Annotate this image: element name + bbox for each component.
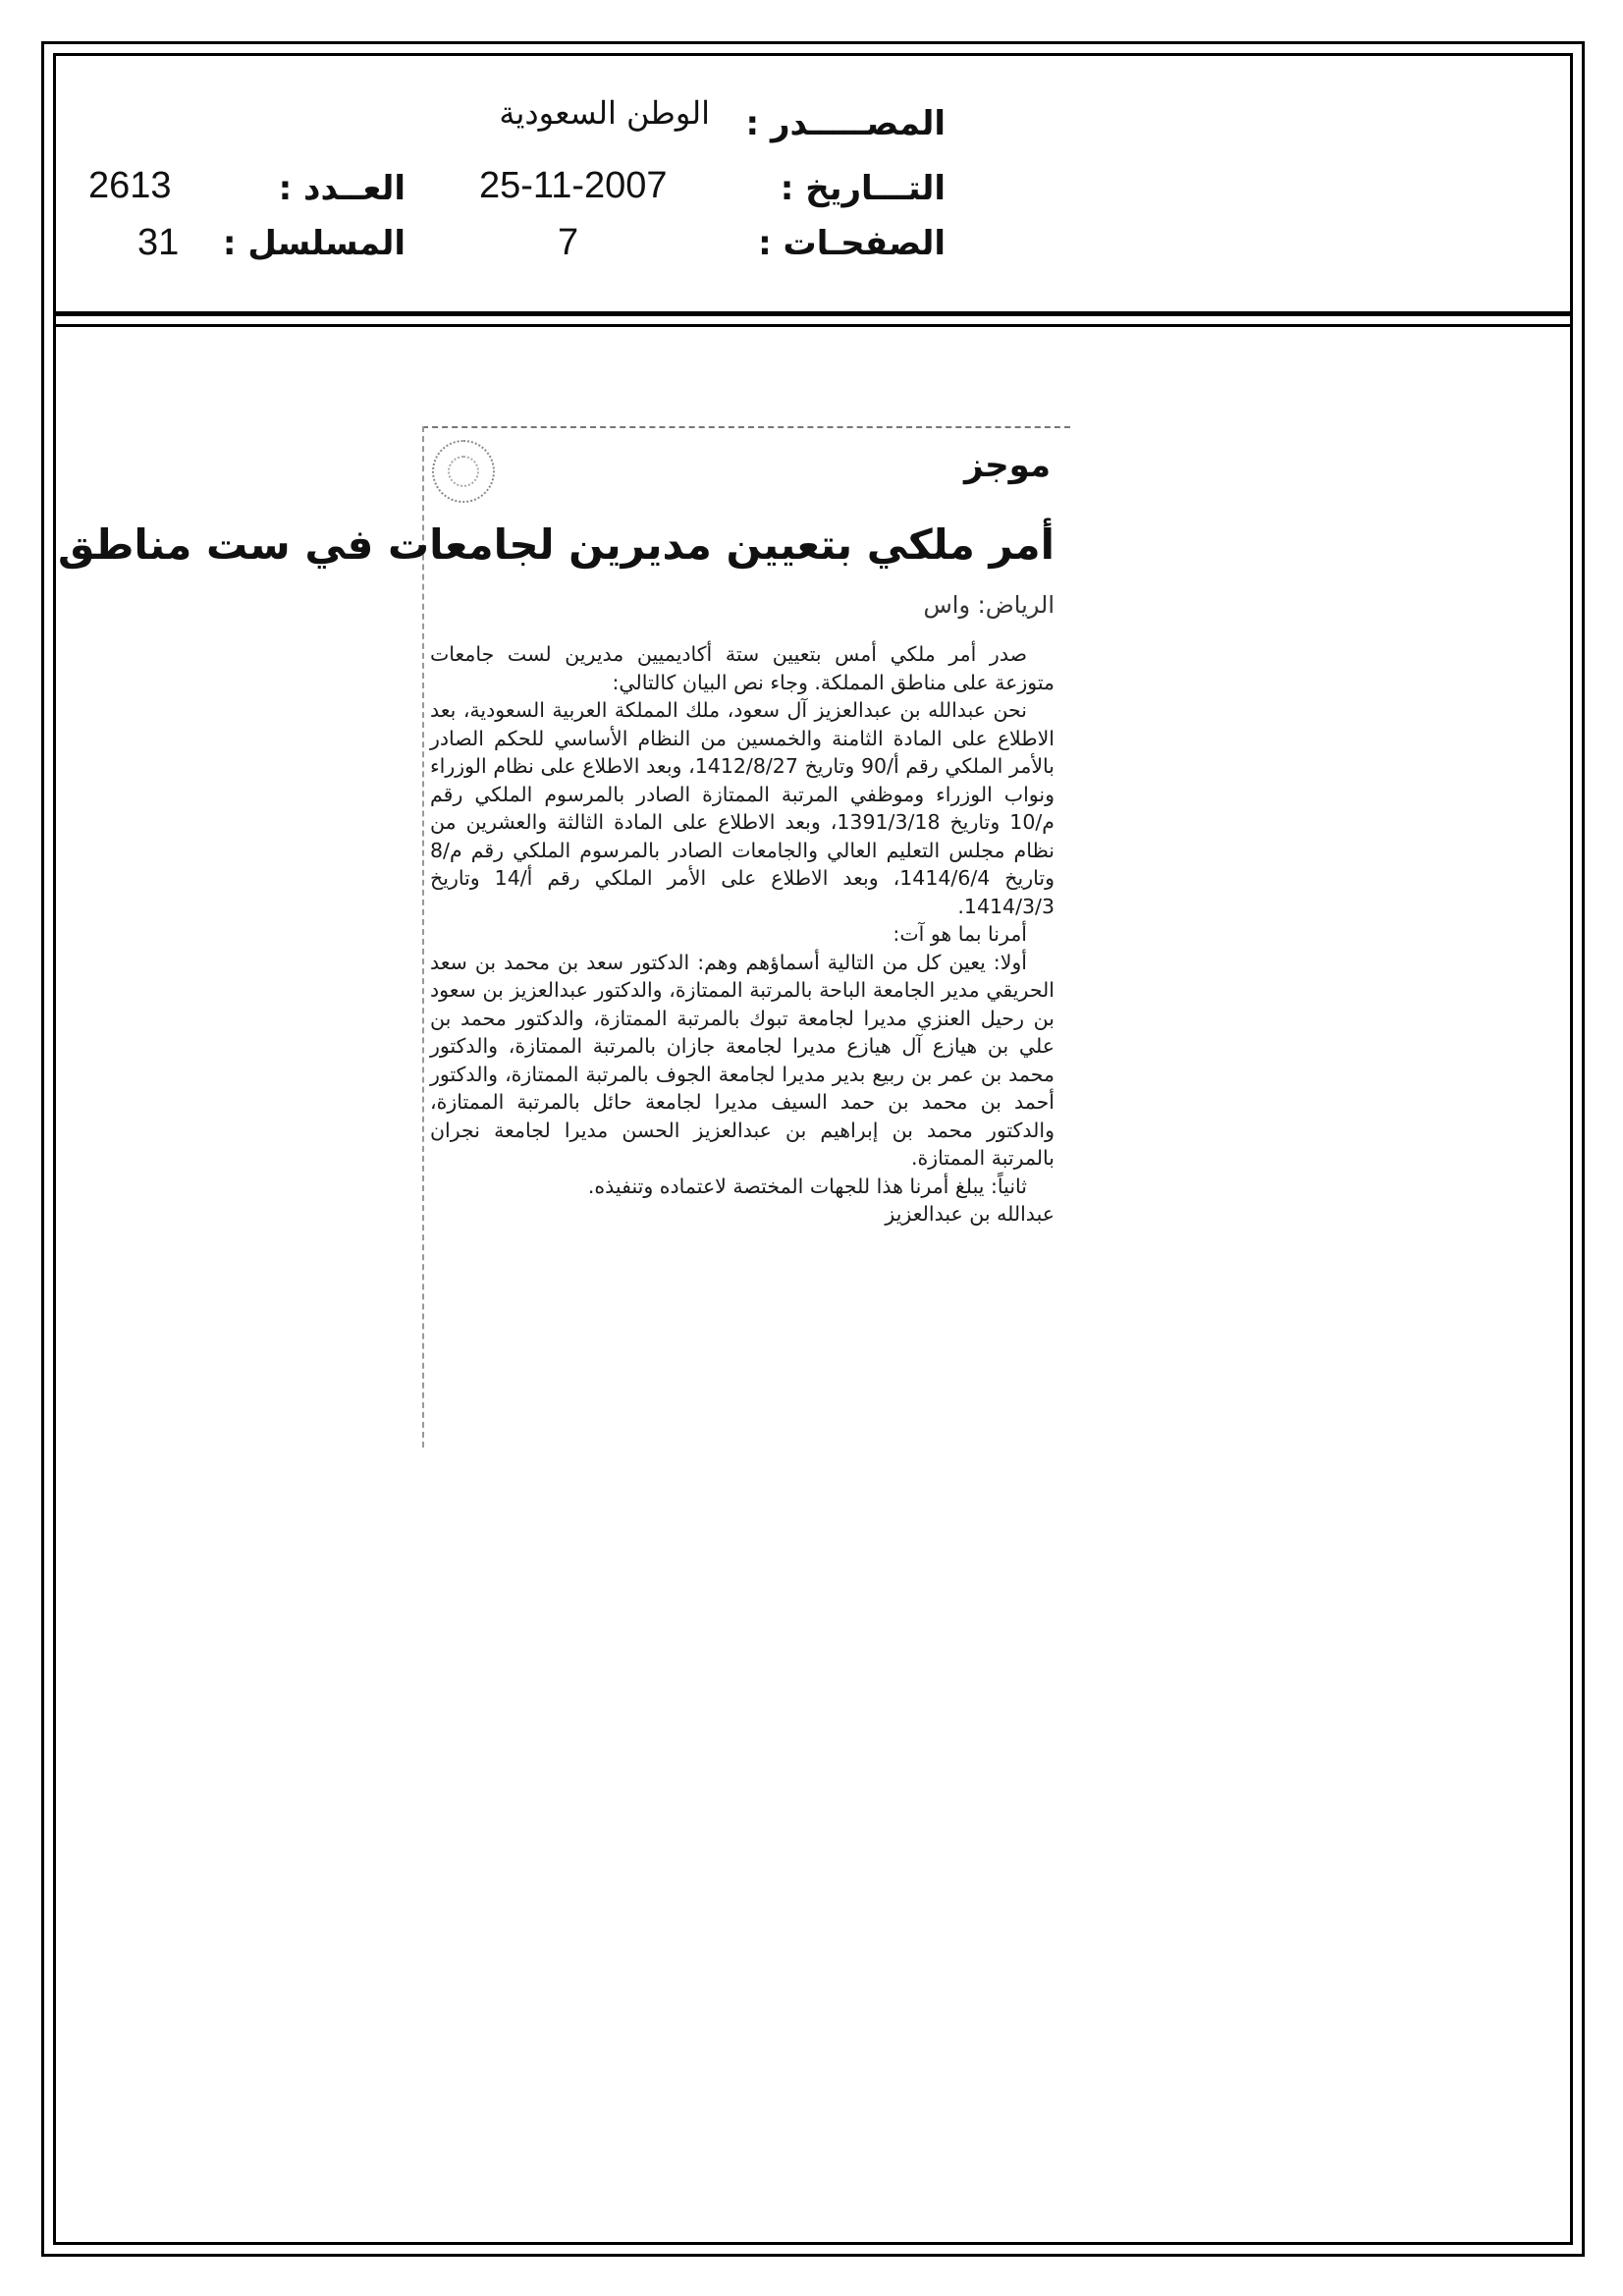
article-paragraph: صدر أمر ملكي أمس بتعيين ستة أكاديميين مديرين لست جامعات متوزعة على مناطق المملكة. وجاء نص البيان كالتالي: (430, 642, 1055, 694)
article-body (430, 640, 1055, 1229)
header-divider-thick (53, 311, 1573, 316)
issue-value: 2613 (88, 165, 172, 206)
section-label: موجز (963, 446, 1051, 485)
pages-label: الصفحـات : (758, 224, 946, 263)
article-signature: عبدالله بن عبدالعزيز (885, 1202, 1055, 1226)
serial-value: 31 (137, 222, 180, 263)
source-value: الوطن السعودية (499, 94, 710, 132)
article-paragraph: نحن عبدالله بن عبدالعزيز آل سعود، ملك المملكة العربية السعودية، بعد الاطلاع على المادة الثامنة والخمسين من النظام الأساسي للحكم الصادر بالأمر الملكي رقم أ/90 وتاريخ 1412/8/27، وبعد الاطلاع على نظام الوزراء ونواب الوزراء وموظفي المرتبة الممتازة الصادر بالمرسوم الملكي رقم م/10 وتاريخ 1391/3/18، وبعد الاطلاع على المادة الثالثة والعشرين من نظام مجلس التعليم العالي والجامعات الصادر بالمرسوم الملكي رقم م/8 وتاريخ 1414/6/4، وبعد الاطلاع على الأمر الملكي رقم أ/14 وتاريخ 1414/3/3. (430, 698, 1055, 918)
news-clipping (58, 426, 1070, 1448)
clipping-top-edge (422, 426, 1070, 428)
source-label: المصـــــدر : (745, 104, 946, 143)
issue-label: العــدد : (278, 169, 406, 208)
clipping-left-edge (422, 426, 424, 1448)
pages-value: 7 (558, 222, 579, 263)
article-paragraph: ثانياً: يبلغ أمرنا هذا للجهات المختصة لاعتماده وتنفيذه. (587, 1174, 1027, 1198)
article-headline: أمر ملكي بتعيين مديرين لجامعات في ست مناطق (58, 520, 1055, 569)
newspaper-emblem-icon (432, 440, 495, 503)
header-divider-thin (53, 324, 1573, 327)
article-paragraph: أمرنا بما هو آت: (893, 922, 1027, 946)
date-label: التـــاريخ : (780, 169, 946, 208)
article-dateline: الرياض: واس (923, 591, 1055, 619)
article-paragraph: أولا: يعين كل من التالية أسماؤهم وهم: الدكتور سعد بن محمد بن سعد الحريقي مدير الجامعة الباحة بالمرتبة الممتازة، والدكتور عبدالعزيز بن سعود بن رحيل العنزي مديرا لجامعة تبوك بالمرتبة الممتازة، والدكتور محمد بن علي بن هيازع آل هيازع مديرا لجامعة جازان بالمرتبة الممتازة، والدكتور محمد بن عمر بن ربيع بدير مديرا لجامعة الجوف بالمرتبة الممتازة، والدكتور أحمد بن محمد بن حمد السيف مديرا لجامعة حائل بالمرتبة الممتازة، والدكتور محمد بن إبراهيم بن عبدالعزيز الحسن مديرا لجامعة نجران بالمرتبة الممتازة. (430, 950, 1055, 1170)
date-value: 25-11-2007 (479, 165, 668, 206)
serial-label: المسلسل : (222, 224, 406, 263)
